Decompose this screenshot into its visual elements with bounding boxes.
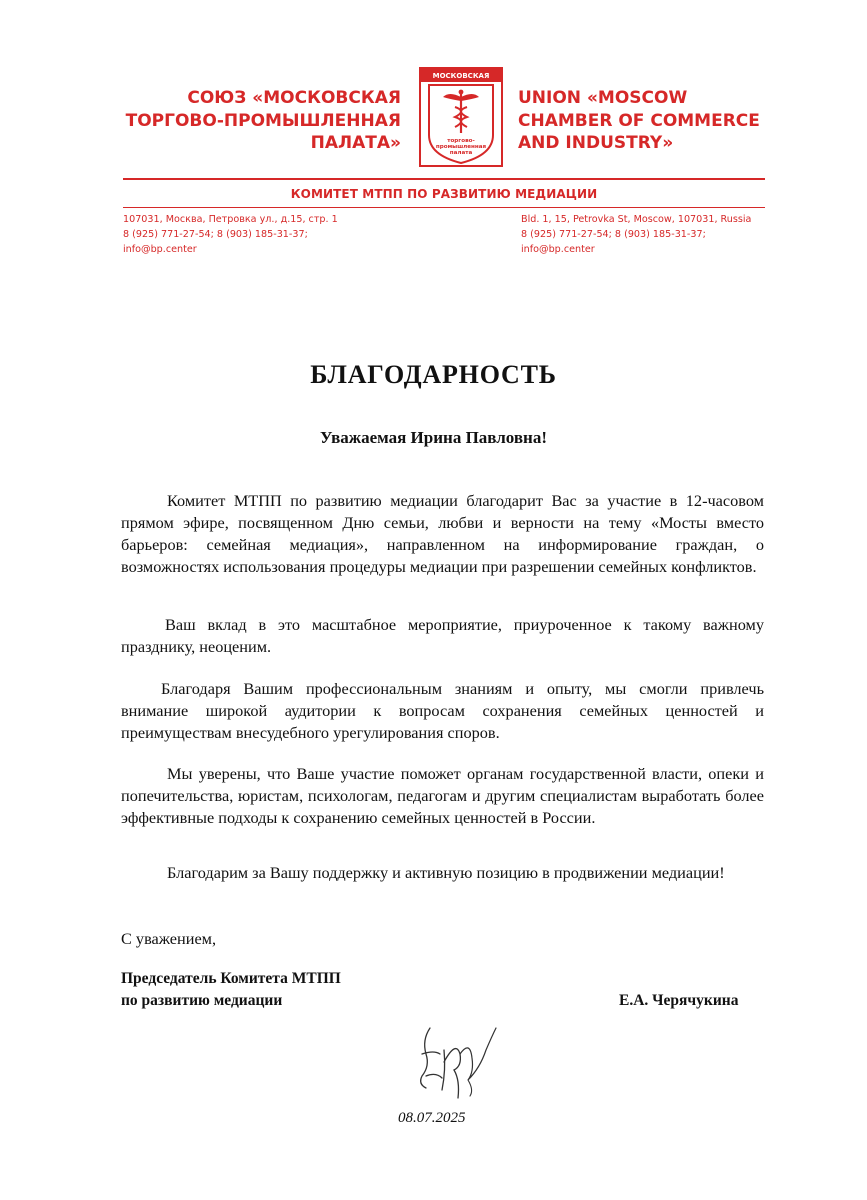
address-ru-street: 107031, Москва, Петровка ул., д.15, стр. 1 xyxy=(123,214,338,225)
signer-title xyxy=(121,968,341,1012)
body-paragraph: Ваш вклад в это масштабное мероприятие, приуроченное к такому важному празднику, неоценим. xyxy=(121,615,764,656)
address-en-street: Bld. 1, 15, Petrovka St, Moscow, 107031, Russia xyxy=(521,214,752,225)
address-en-phones: 8 (925) 771-27-54; 8 (903) 185-31-37; xyxy=(521,228,706,240)
signer-name: Е.А. Черячукина xyxy=(619,992,739,1009)
body-paragraph: Благодарим за Вашу поддержку и активную позицию в продвижении медиации! xyxy=(167,863,725,882)
letterhead-ru-line: ПАЛАТА» xyxy=(310,133,401,153)
chamber-logo xyxy=(419,67,503,167)
closing: С уважением, xyxy=(121,929,217,948)
logo-bottom-line: торгово- xyxy=(447,138,475,144)
letter-date: 08.07.2025 xyxy=(398,1110,466,1126)
handwritten-signature xyxy=(400,1010,530,1100)
signer-title-line: по развитию медиации xyxy=(121,992,283,1009)
signer-title-line: Председатель Комитета МТПП xyxy=(121,970,341,987)
letterhead-en-line: CHAMBER OF COMMERCE xyxy=(518,110,760,131)
address-en xyxy=(521,213,751,257)
letterhead-en-line: AND INDUSTRY» xyxy=(518,133,674,153)
logo-bottom-line: промышленная xyxy=(435,144,487,150)
letterhead-ru-name xyxy=(101,87,401,155)
letterhead-ru-line: СОЮЗ «МОСКОВСКАЯ xyxy=(187,88,401,108)
address-ru-email: info@bp.center xyxy=(123,243,197,255)
letterhead-en-line: UNION «MOSCOW xyxy=(518,88,688,108)
address-ru-phones: 8 (925) 771-27-54; 8 (903) 185-31-37; xyxy=(123,228,308,240)
salutation: Уважаемая Ирина Павловна! xyxy=(320,428,547,447)
letter-title: БЛАГОДАРНОСТЬ xyxy=(310,360,557,389)
body-paragraph: Комитет МТПП по развитию медиации благодарит Вас за участие в 12-часовом прямом эфире, посвященном Дню семьи, любви и верности на тему «Мосты вместо барьеров: семейная медиация», направленном на информирование граждан, о возможностях использования процедуры медиации при разрешении семейных конфликтов. xyxy=(121,491,764,576)
address-divider xyxy=(123,207,765,208)
letterhead-en-name xyxy=(518,87,818,155)
letterhead-ru-line: ТОРГОВО-ПРОМЫШЛЕННАЯ xyxy=(125,110,401,131)
address-ru xyxy=(123,213,338,257)
body-paragraph: Благодаря Вашим профессиональным знаниям и опыту, мы смогли привлечь внимание широкой аудитории к вопросам сохранения семейных ценностей и преимуществам внесудебного урегулирования споров. xyxy=(121,679,764,742)
logo-bottom-line: палата xyxy=(449,150,473,156)
letterhead-divider xyxy=(123,178,765,180)
committee-name: КОМИТЕТ МТПП ПО РАЗВИТИЮ МЕДИАЦИИ xyxy=(290,187,598,201)
address-en-email: info@bp.center xyxy=(521,243,595,255)
logo-top-text: МОСКОВСКАЯ xyxy=(432,72,490,80)
body-paragraph: Мы уверены, что Ваше участие поможет органам государственной власти, опеки и попечительства, юристам, психологам, педагогам и другим специалистам выработать более эффективные подходы к сохранению семейных ценностей в России. xyxy=(121,764,764,827)
